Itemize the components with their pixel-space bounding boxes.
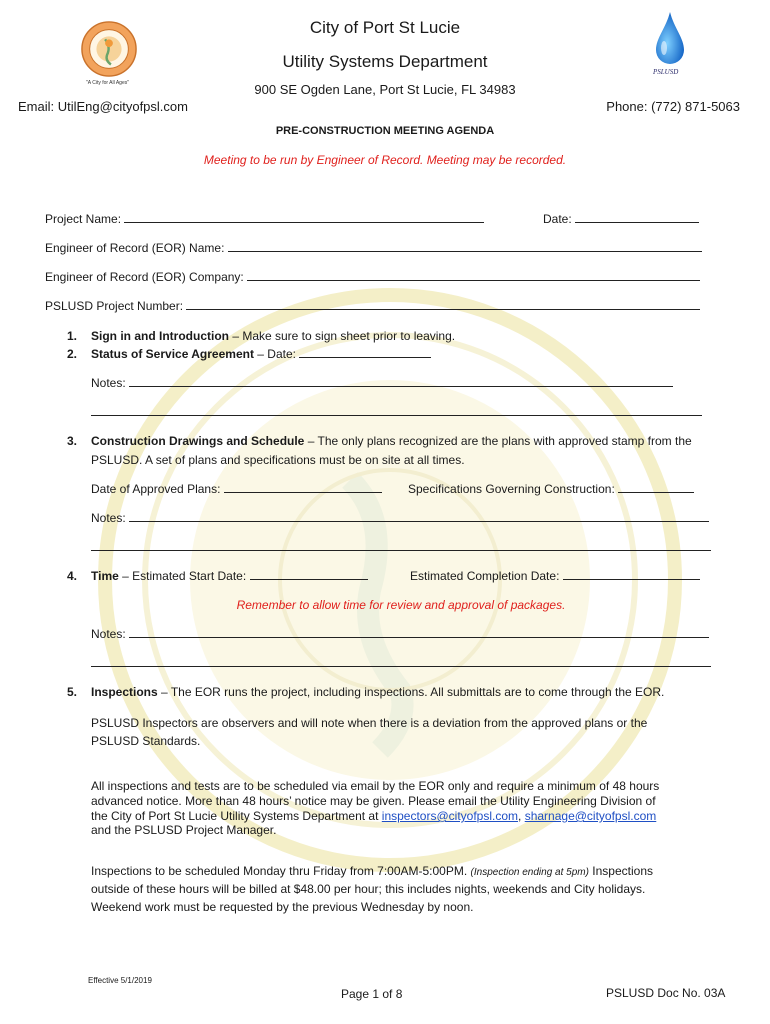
notes-line[interactable] — [91, 540, 711, 551]
eor-company-label: Engineer of Record (EOR) Company: — [45, 270, 244, 284]
eor-company-line[interactable] — [247, 270, 700, 281]
item-2-notes-line-2[interactable] — [91, 405, 702, 419]
phone-contact: Phone: (772) 871-5063 — [606, 99, 740, 114]
item-3-text-2: PSLUSD. A set of plans and specifications must be on site at all times. — [91, 453, 465, 467]
hours-text: Inspections to be scheduled Monday thru Friday from 7:00AM-5:00PM. — [91, 864, 468, 878]
item-2-number: 2. — [67, 347, 78, 361]
hours-paragraph-line-2: outside of these hours will be billed at $48.00 per hour; this includes nights, weekends and City holidays. — [91, 882, 646, 896]
item-3 — [91, 434, 692, 448]
project-name-field[interactable] — [45, 212, 484, 226]
item-5-heading: Inspections — [91, 685, 158, 699]
item-4-notes-line-2[interactable] — [91, 656, 711, 670]
approved-plans-line[interactable] — [224, 482, 382, 493]
completion-date-field[interactable] — [410, 569, 700, 583]
specifications-label: Specifications Governing Construction: — [408, 482, 615, 496]
project-number-field[interactable] — [45, 299, 700, 313]
project-number-label: PSLUSD Project Number: — [45, 299, 184, 313]
eor-company-field[interactable] — [45, 270, 700, 284]
review-reminder: Remember to allow time for review and approval of packages. — [236, 598, 566, 612]
notes-label: Notes: — [91, 627, 126, 641]
item-3-heading: Construction Drawings and Schedule — [91, 434, 305, 448]
item-3-notes-line-2[interactable] — [91, 540, 711, 554]
eor-name-line[interactable] — [228, 241, 702, 252]
effective-date: Effective 5/1/2019 — [88, 976, 152, 985]
scheduling-paragraph-line-4: and the PSLUSD Project Manager. — [91, 823, 277, 837]
item-1-heading: Sign in and Introduction — [91, 329, 229, 343]
item-2[interactable] — [91, 347, 431, 361]
notes-label: Notes: — [91, 511, 126, 525]
document-number: PSLUSD Doc No. 03A — [606, 986, 726, 1000]
project-name-line[interactable] — [124, 212, 484, 223]
approved-plans-field[interactable] — [91, 482, 382, 496]
specifications-line[interactable] — [618, 482, 694, 493]
page-title: PRE-CONSTRUCTION MEETING AGENDA — [275, 125, 495, 137]
completion-date-label: Estimated Completion Date: — [410, 569, 560, 583]
recording-notice: Meeting to be run by Engineer of Record. Meeting may be recorded. — [203, 153, 567, 167]
notes-line[interactable] — [91, 656, 711, 667]
item-1 — [91, 329, 455, 343]
address: 900 SE Ogden Lane, Port St Lucie, FL 34983 — [254, 82, 516, 97]
item-2-text: – Date: — [253, 347, 296, 361]
inspectors-paragraph-line-2: PSLUSD Standards. — [91, 734, 201, 748]
scheduling-text: the City of Port St Lucie Utility Systems Department at — [91, 809, 379, 823]
approved-plans-label: Date of Approved Plans: — [91, 482, 221, 496]
item-3-text: – The only plans recognized are the plans with approved stamp from the — [304, 434, 692, 448]
hours-paragraph-line-3: Weekend work must be requested by the previous Wednesday by noon. — [91, 900, 474, 914]
notes-line[interactable] — [129, 627, 709, 638]
start-date-label: – Estimated Start Date: — [118, 569, 247, 583]
sharnage-email-link[interactable]: sharnage@cityofpsl.com — [524, 809, 657, 823]
eor-name-label: Engineer of Record (EOR) Name: — [45, 241, 225, 255]
specifications-field[interactable] — [408, 482, 694, 496]
start-date-field[interactable] — [91, 569, 368, 583]
project-name-label: Project Name: — [45, 212, 122, 226]
hours-paragraph-line-1 — [91, 864, 653, 878]
drop-label: PSLUSD — [653, 68, 679, 76]
notes-line[interactable] — [129, 511, 709, 522]
item-4-notes[interactable] — [91, 627, 709, 641]
date-label: Date: — [543, 212, 572, 226]
completion-date-line[interactable] — [563, 569, 700, 580]
inspectors-paragraph-line-1: PSLUSD Inspectors are observers and will note when there is a deviation from the approved plans or the — [91, 716, 648, 730]
item-2-notes[interactable] — [91, 376, 673, 390]
scheduling-paragraph-line-1: All inspections and tests are to be scheduled via email by the EOR only and require a minimum of 48 hours — [91, 779, 660, 793]
date-line[interactable] — [575, 212, 699, 223]
city-name: City of Port St Lucie — [309, 18, 461, 37]
item-1-text: – Make sure to sign sheet prior to leaving. — [228, 329, 456, 343]
page-number: Page 1 of 8 — [341, 987, 403, 1001]
item-3-number: 3. — [67, 434, 78, 448]
eor-name-field[interactable] — [45, 241, 702, 255]
department-name: Utility Systems Department — [282, 52, 488, 71]
service-agreement-date-line[interactable] — [299, 347, 431, 358]
start-date-line[interactable] — [250, 569, 368, 580]
item-4-number: 4. — [67, 569, 78, 583]
item-4-heading: Time — [91, 569, 119, 583]
item-2-heading: Status of Service Agreement — [91, 347, 254, 361]
item-5 — [91, 685, 664, 699]
item-1-number: 1. — [67, 329, 78, 343]
email-contact: Email: UtilEng@cityofpsl.com — [18, 99, 188, 114]
date-field[interactable] — [543, 212, 699, 226]
notes-label: Notes: — [91, 376, 126, 390]
scheduling-paragraph-line-3 — [91, 809, 656, 823]
notes-line[interactable] — [91, 405, 702, 416]
email-separator: , — [518, 809, 522, 823]
seal-tagline: "A City for All Ages" — [86, 80, 130, 86]
item-5-text: – The EOR runs the project, including inspections. All submittals are to come through the EOR. — [157, 685, 665, 699]
inspectors-email-link[interactable]: inspectors@cityofpsl.com — [381, 809, 519, 823]
project-number-line[interactable] — [186, 299, 700, 310]
scheduling-paragraph-line-2: advanced notice. More than 48 hours’ notice may be given. Please email the Utility Engineering Division of — [91, 794, 656, 808]
item-3-notes[interactable] — [91, 511, 709, 525]
hours-text-2: Inspections — [588, 864, 653, 878]
hours-note: (Inspection ending at 5pm) — [470, 867, 589, 878]
item-5-number: 5. — [67, 685, 78, 699]
notes-line[interactable] — [129, 376, 673, 387]
